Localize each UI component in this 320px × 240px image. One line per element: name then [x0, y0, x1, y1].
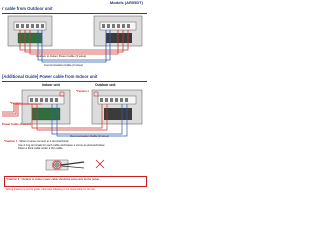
indoor-pcb: [32, 108, 60, 120]
outdoor-pcb: [104, 108, 132, 120]
footer-disclaimer: Wiring drawing is just for guide, otherwise following is not responsible for the site.: [6, 188, 96, 191]
outdoor-unit-label: Outdoor unit: [95, 83, 116, 87]
caution1-instruction-2: Place a thick cable under a thin cable.: [18, 147, 64, 151]
caution1-instruction: Use 2 ring terminals for each cable and fasten a screw as pictured below.: [18, 143, 106, 147]
indoor-unit-label: Indoor unit: [42, 83, 60, 87]
caution2-text: : Outdoor to Indoor power cable should be same size as the power...: [20, 178, 102, 181]
section-header-outdoor-power: r cable from Outdoor unit: [2, 6, 53, 11]
communication-cable-label-2: Communication Cable (2 wires): [70, 134, 110, 138]
caution1-tag-left: *Caution 1: [10, 102, 23, 105]
wiring-diagram-indoor: [0, 88, 149, 138]
caution2-note: [6, 178, 144, 182]
screw: [55, 163, 60, 168]
caution1-note: [4, 140, 144, 151]
document-page: [0, 0, 149, 198]
wrong-mark: [96, 160, 104, 168]
outdoor-to-indoor-cable-label: Outdoor to Indoor Power Cable (3 wires): [36, 54, 87, 58]
communication-cable-label: Communication Cable (2 wires): [44, 63, 84, 67]
power-cable-label: Power Cable (3 wires): [2, 122, 31, 126]
section-divider: [2, 81, 147, 82]
caution1-title: *Caution 1: [4, 140, 18, 143]
caution1-tag-right: *Caution 1: [76, 90, 89, 93]
caution2-title: *Caution 2: [6, 178, 20, 181]
section-header-indoor-power: [Additional Guide] Power cable from Indoor unit: [2, 74, 98, 79]
ring-terminal-illustration: [36, 156, 116, 174]
document-title: Models (AR05DT): [109, 0, 143, 5]
caution1-text: : When 2 wires connect to 1 terminal block: [18, 140, 69, 143]
